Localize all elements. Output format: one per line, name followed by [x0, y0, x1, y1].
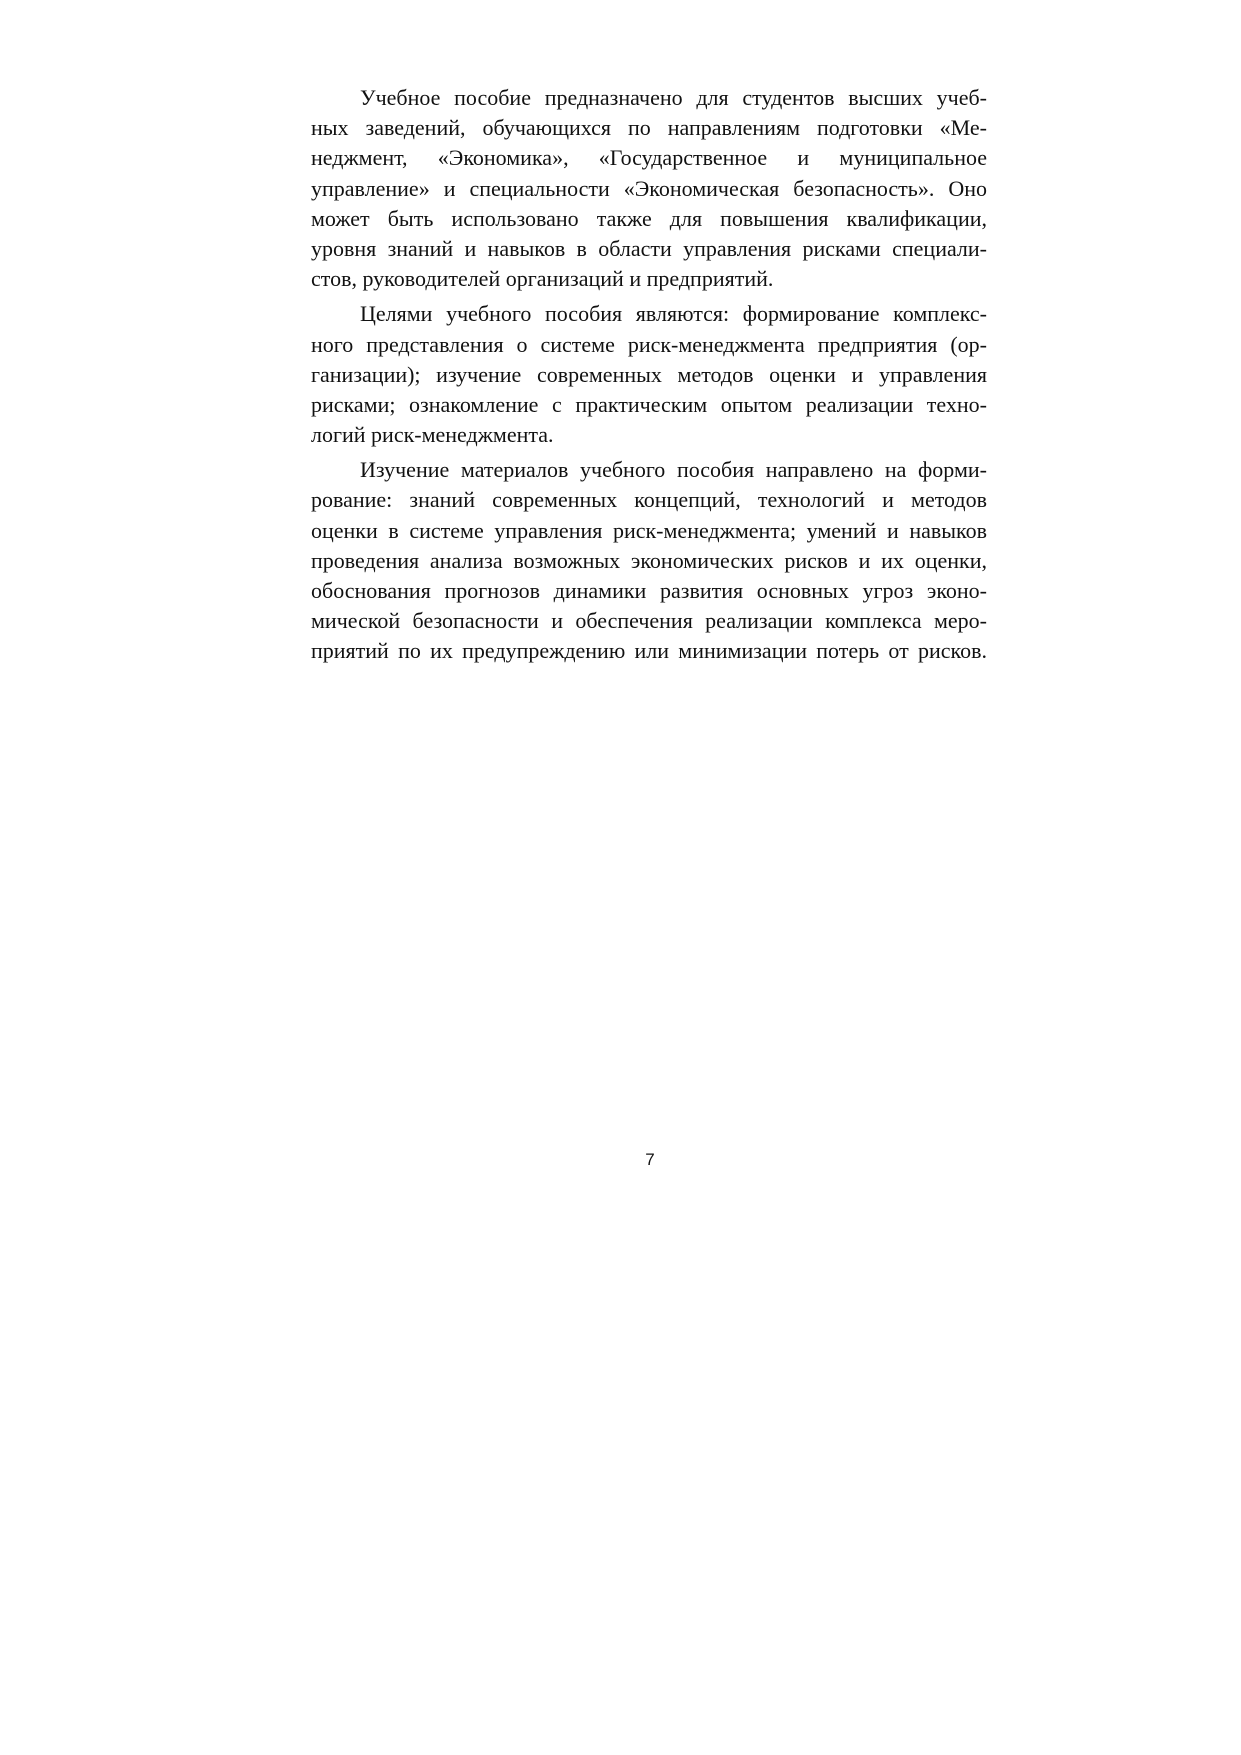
text-line: рование: знаний современных концепций, технологий и методов — [311, 487, 987, 513]
text-line: Учебное пособие предназначено для студентов высших учеб- — [360, 85, 987, 110]
text-line: стов, руководителей организаций и предприятий. — [311, 266, 774, 292]
text-line: Целями учебного пособия являются: формирование комплекс- — [360, 301, 987, 327]
paragraph-goals — [311, 299, 987, 450]
text-line: неджмент, «Экономика», «Государственное и муниципальное — [311, 145, 987, 171]
text-line: ного представления о системе риск-менеджмента предприятия (ор- — [311, 331, 987, 357]
body-text — [311, 83, 987, 672]
text-line: рисками; ознакомление с практическим опытом реализации техно- — [311, 391, 987, 417]
text-line: Изучение материалов учебного пособия направлено на форми- — [360, 457, 987, 483]
page-number: 7 — [645, 1150, 655, 1169]
text-line: проведения анализа возможных экономических рисков и их оценки, — [311, 547, 987, 573]
text-line: обоснования прогнозов динамики развития основных угроз эконо- — [311, 578, 987, 603]
text-line: оценки в системе управления риск-менеджмента; умений и навыков — [311, 517, 987, 543]
text-line: уровня знаний и навыков в области управления рисками специали- — [311, 235, 987, 261]
text-line: логий риск-менеджмента. — [311, 422, 554, 448]
paragraph-purpose — [311, 83, 987, 294]
text-line: ных заведений, обучающихся по направлениям подготовки «Ме- — [311, 115, 987, 141]
text-line: ганизации); изучение современных методов оценки и управления — [311, 361, 987, 387]
paragraph-study-outcomes — [311, 455, 987, 666]
text-line: мической безопасности и обеспечения реализации комплекса меро- — [311, 608, 987, 634]
text-line: приятий по их предупреждению или минимизации потерь от рисков. — [311, 638, 987, 664]
text-line: может быть использовано также для повышения квалификации, — [311, 205, 987, 231]
text-line: управление» и специальности «Экономическая безопасность». Оно — [311, 175, 987, 201]
